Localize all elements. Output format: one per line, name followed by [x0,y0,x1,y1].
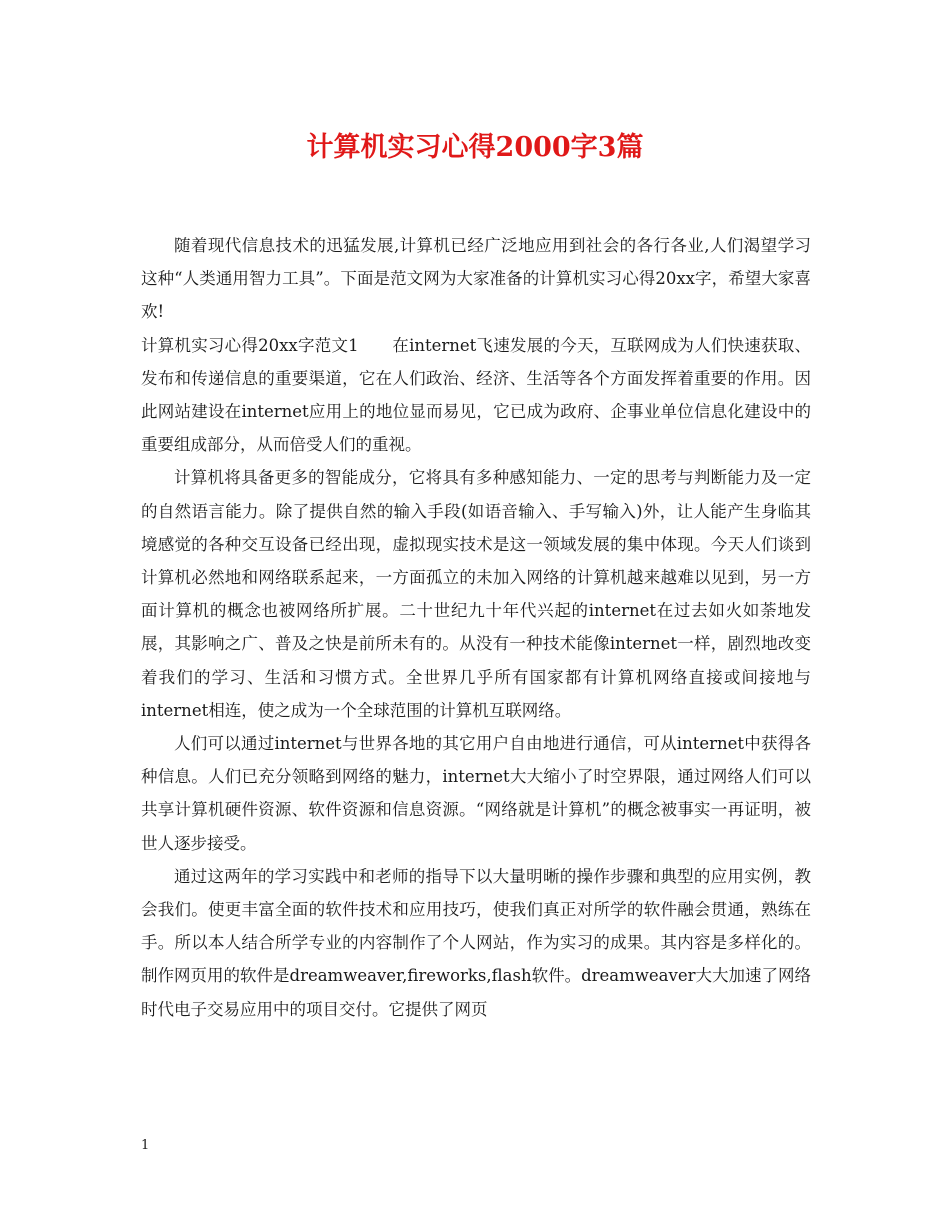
paragraph-study-practice: 通过这两年的学习实践中和老师的指导下以大量明晰的操作步骤和典型的应用实例，教会我们。使更丰富全面的软件技术和应用技巧，使我们真正对所学的软件融会贯通，熟练在手。所以本人结合所学专业的内容制作了个人网站，作为实习的成果。其内容是多样化的。制作网页用的软件是dreamweaver,fireworks,flash软件。dreamweaver大大加速了网络时代电子交易应用中的项目交付。它提供了网页 [141,866,811,1019]
document-title: 计算机实习心得2000字3篇 [306,132,644,163]
paragraph-computer-intelligence: 计算机将具备更多的智能成分，它将具有多种感知能力、一定的思考与判断能力及一定的自然语言能力。除了提供自然的输入手段(如语音输入、手写输入)外，让人能产生身临其境感觉的各种交互设备已经出现，虚拟现实技术是这一领域发展的集中体现。今天人们谈到计算机必然地和网络联系起来，一方面孤立的未加入网络的计算机越来越难以见到，另一方面计算机的概念也被网络所扩展。二十世纪九十年代兴起的internet在过去如火如荼地发展，其影响之广、普及之快是前所未有的。从没有一种技术能像internet一样，剧烈地改变着我们的学习、生活和习惯方式。全世界几乎所有国家都有计算机网络直接或间接地与internet相连，使之成为一个全球范围的计算机互联网络。 [141,468,811,720]
document-body [141,229,811,1026]
paragraph-essay-1-start: 计算机实习心得20xx字范文1 在internet飞速发展的今天，互联网成为人们快速获取、发布和传递信息的重要渠道，它在人们政治、经济、生活等各个方面发挥着重要的作用。因此网站建设在internet应用上的地位显而易见，它已成为政府、企事业单位信息化建设中的重要组成部分，从而倍受人们的重视。 [141,335,811,455]
paragraph-internet-communication: 人们可以通过internet与世界各地的其它用户自由地进行通信，可从internet中获得各种信息。人们已充分领略到网络的魅力，internet大大缩小了时空界限，通过网络人们可以共享计算机硬件资源、软件资源和信息资源。“网络就是计算机”的概念被事实一再证明，被世人逐步接受。 [141,734,811,853]
paragraph-intro: 随着现代信息技术的迅猛发展,计算机已经广泛地应用到社会的各行各业,人们渴望学习这种“人类通用智力工具”。下面是范文网为大家准备的计算机实习心得20xx字，希望大家喜欢! [141,236,811,322]
page-number: 1 [141,1138,150,1153]
